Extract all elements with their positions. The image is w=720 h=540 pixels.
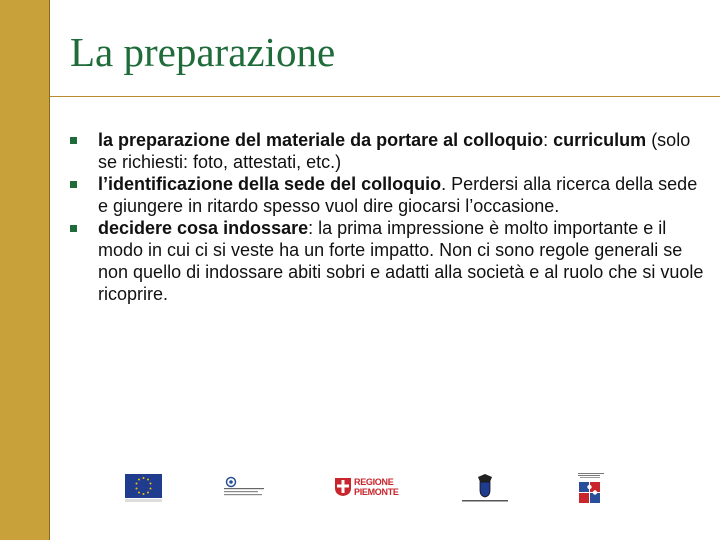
bullet-item [70,129,710,173]
bullet-square-icon [70,225,77,232]
bullet-emphasis: curriculum [553,130,647,150]
bullet-list [70,129,710,305]
title-divider [50,96,720,97]
bullet-emphasis: l’identificazione della sede del colloquio [98,174,442,194]
bullet-text: : la prima impressione è molto importante e il modo in cui ci si veste ha un forte impatto. Non ci sono regole generali se non quello di indossare abiti sobri e adatti alla società e al ruolo che si vuole ricoprire. [98,218,704,304]
decorative-sidebar [0,0,50,540]
provincia-crest-icon [462,474,508,504]
bullet-square-icon [70,137,77,144]
bullet-text: : [543,130,554,150]
bullet-text: . Perdersi alla ricerca della sede e giungere in ritardo spesso vuol dire giocarsi l’occasione. [98,174,698,216]
regione-line1: REGIONE [354,477,394,487]
eu-flag-icon [125,474,162,502]
bullet-emphasis: decidere cosa indossare [98,218,309,238]
bullet-item [70,173,710,217]
regione-piemonte-logo-icon [334,477,398,499]
bullet-emphasis: la preparazione del materiale da portare al colloquio [98,130,544,150]
bullet-text: (solo se richiesti: foto, attestati, etc.) [98,130,691,172]
slide-title: La preparazione [70,29,336,75]
regione-line2: PIEMONTE [354,487,399,497]
fse-logo-icon [222,476,266,498]
italy-puzzle-logo-icon [574,472,608,506]
bullet-square-icon [70,181,77,188]
bullet-item [70,217,710,305]
